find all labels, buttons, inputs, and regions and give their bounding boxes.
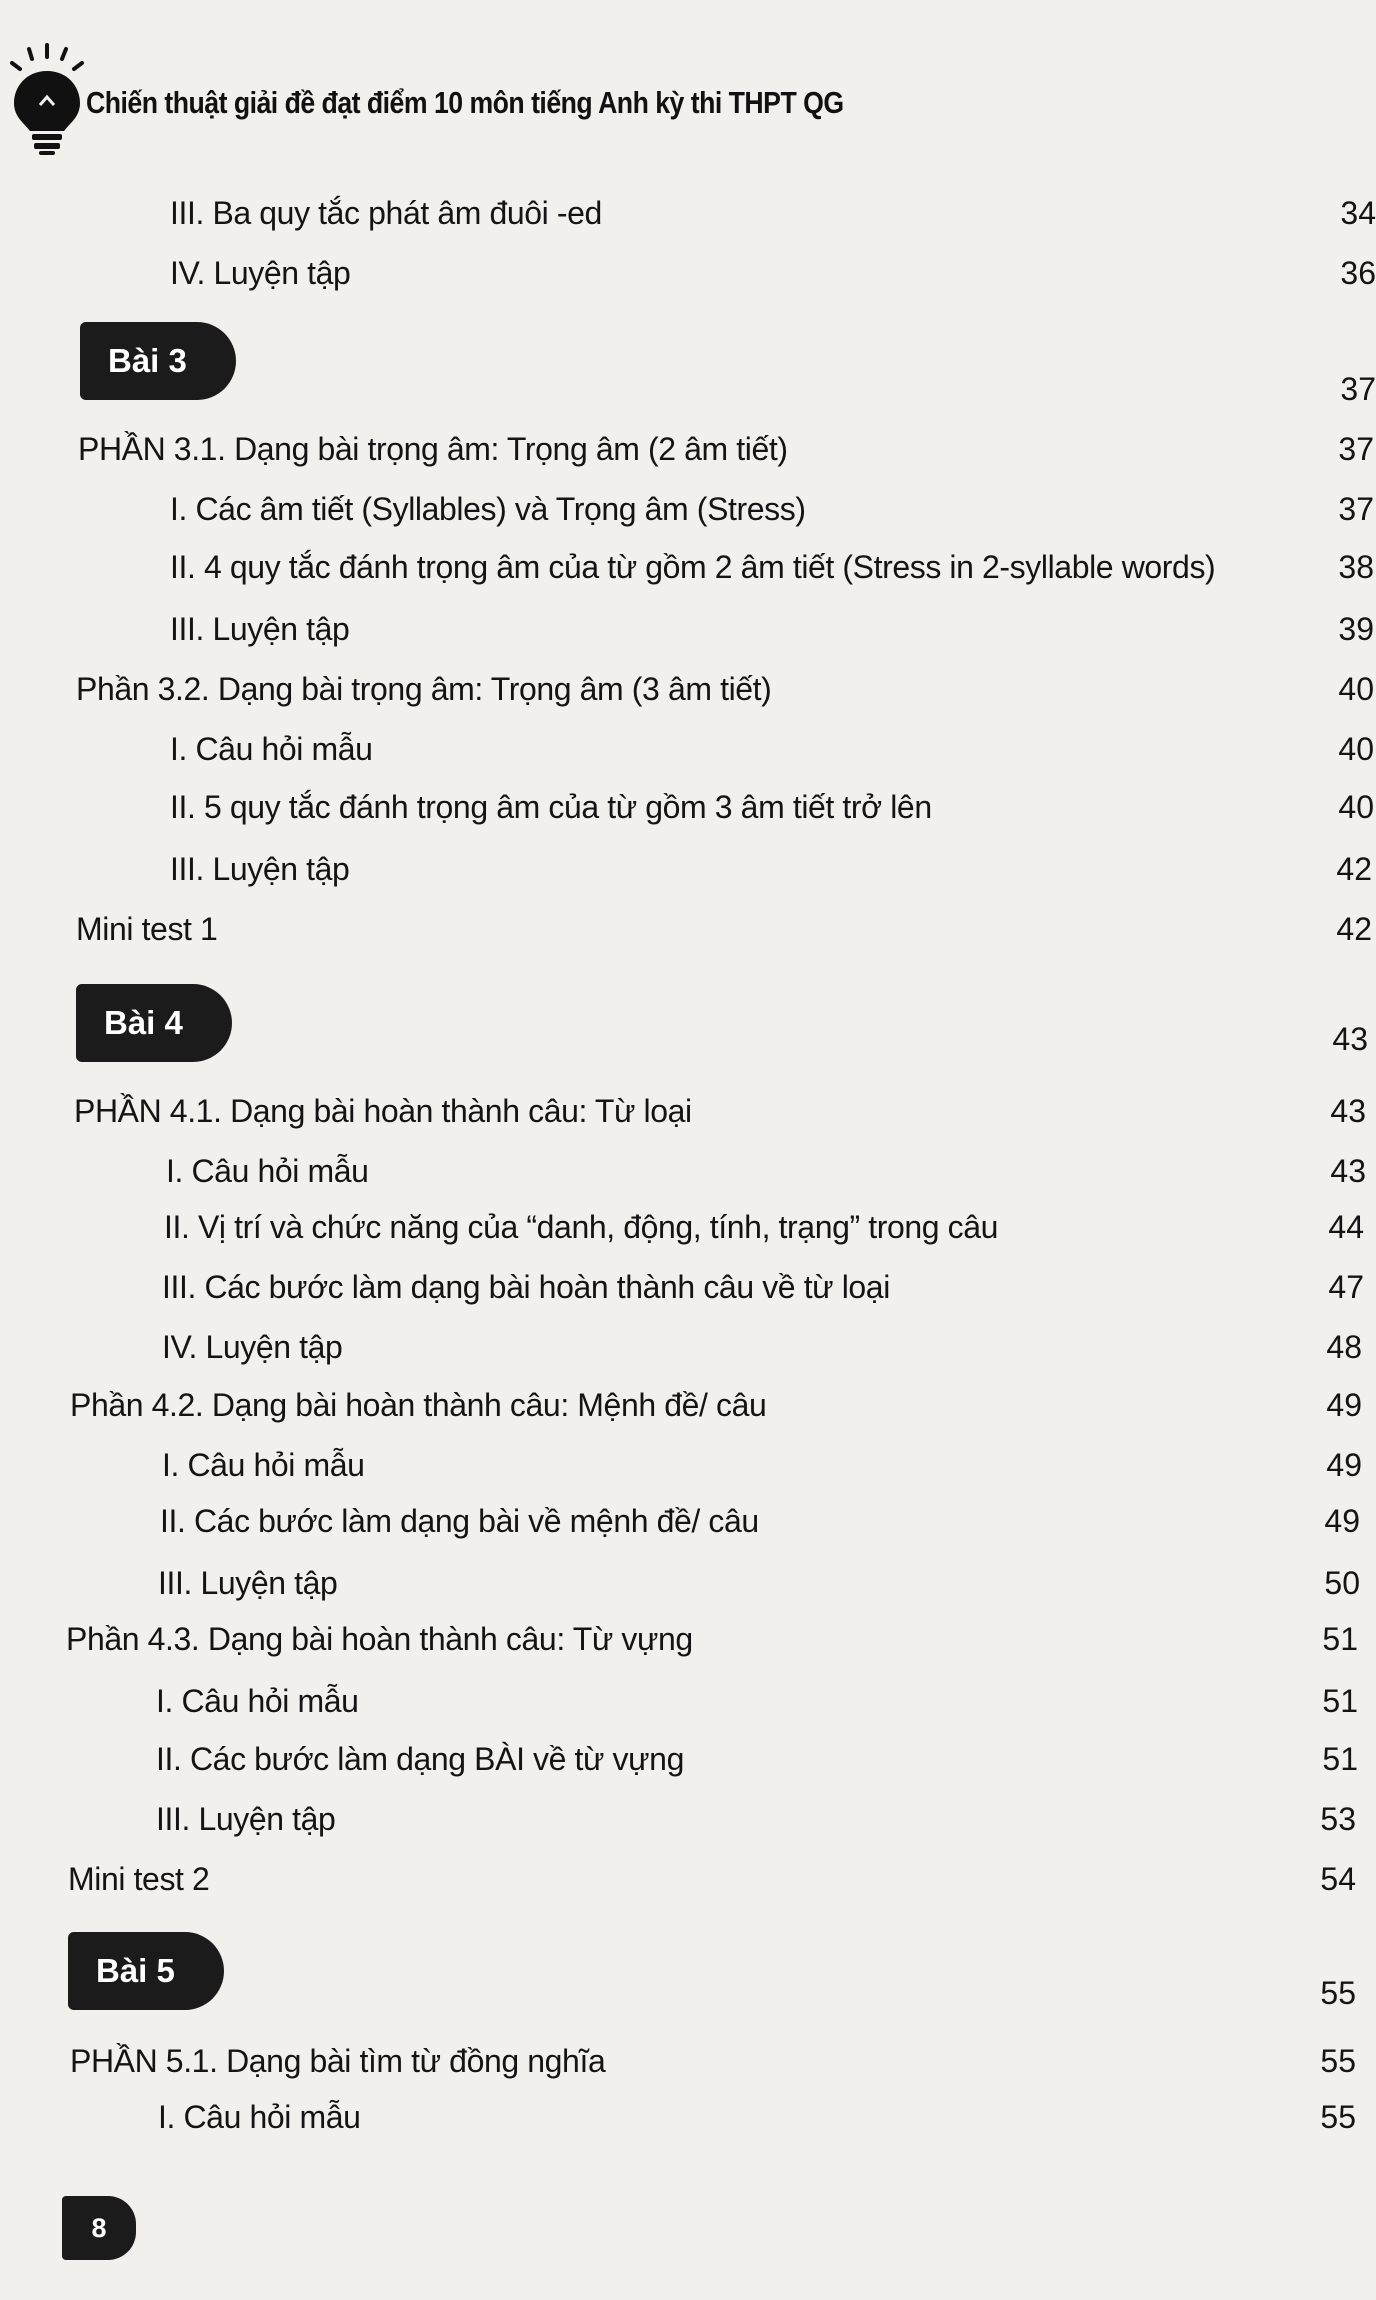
lesson-page-row [0, 1014, 1372, 1064]
toc-entry-label: I. Câu hỏi mẫu [156, 1683, 359, 1719]
lesson-badge: Bài 3 [80, 322, 236, 400]
toc-entry-label: II. Các bước làm dạng bài về mệnh đề/ câu [160, 1503, 759, 1539]
toc-section-entry [0, 1854, 1372, 1904]
lesson-badge: Bài 5 [68, 1932, 224, 2010]
toc-subsection-entry [0, 1440, 1372, 1490]
toc-entry-label: III. Các bước làm dạng bài hoàn thành câu về từ loại [162, 1269, 890, 1305]
toc-entry-label: I. Câu hỏi mẫu [158, 2099, 361, 2135]
toc-subsection-entry [0, 188, 1376, 238]
toc-entry-label: III. Luyện tập [170, 611, 350, 647]
toc-entry-label: Mini test 1 [76, 911, 218, 947]
toc-page-number: 51 [1322, 1683, 1358, 1719]
toc-entry-label: II. 4 quy tắc đánh trọng âm của từ gồm 2 âm tiết (Stress in 2-syllable words) [170, 549, 1216, 585]
page-header [0, 55, 1372, 165]
toc-page-number: 49 [1324, 1503, 1360, 1539]
toc-entry-label: I. Câu hỏi mẫu [162, 1447, 365, 1483]
toc-page-number: 55 [1320, 2043, 1356, 2079]
toc-subsection-entry [0, 1262, 1372, 1312]
toc-entry-label: I. Câu hỏi mẫu [170, 731, 373, 767]
toc-page-number: 42 [1336, 911, 1372, 947]
toc-page-number: 40 [1338, 789, 1374, 825]
toc-entry-label: II. Các bước làm dạng BÀI về từ vựng [156, 1741, 684, 1777]
toc-page-number: 44 [1328, 1209, 1364, 1245]
toc-subsection-entry [0, 542, 1372, 592]
toc-page-number: 48 [1326, 1329, 1362, 1365]
toc-page-number: 42 [1336, 851, 1372, 887]
toc-subsection-entry [0, 2092, 1372, 2142]
toc-subsection-entry [0, 1146, 1372, 1196]
toc-page-number: 37 [1338, 431, 1374, 467]
toc-subsection-entry [0, 1794, 1372, 1844]
toc-page-number: 38 [1338, 549, 1374, 585]
toc-entry-label: PHẦN 4.1. Dạng bài hoàn thành câu: Từ loại [74, 1093, 692, 1129]
toc-page-number: 39 [1338, 611, 1374, 647]
toc-subsection-entry [0, 604, 1372, 654]
toc-entry-label: III. Luyện tập [170, 851, 350, 887]
toc-entry-label: II. Vị trí và chức năng của “danh, động, tính, trạng” trong câu [164, 1209, 999, 1245]
toc-page-number: 55 [1320, 2099, 1356, 2135]
toc-entry-label: Phần 3.2. Dạng bài trọng âm: Trọng âm (3 âm tiết) [76, 671, 772, 707]
toc-page-number: 43 [1332, 1021, 1368, 1057]
toc-subsection-entry [0, 1734, 1372, 1784]
toc-section-entry [0, 2036, 1372, 2086]
toc-subsection-entry [0, 1202, 1372, 1252]
lesson-badge: Bài 4 [76, 984, 232, 1062]
toc-entry-label: I. Các âm tiết (Syllables) và Trọng âm (Stress) [170, 491, 806, 527]
toc-page-number: 36 [1340, 255, 1376, 291]
toc-page-number: 55 [1320, 1975, 1356, 2011]
toc-entry-label: Phần 4.3. Dạng bài hoàn thành câu: Từ vựng [66, 1621, 693, 1657]
toc-entry-label: PHẦN 5.1. Dạng bài tìm từ đồng nghĩa [70, 2043, 606, 2079]
toc-page-number: 53 [1320, 1801, 1356, 1837]
toc-page-number: 34 [1340, 195, 1376, 231]
toc-subsection-entry [0, 1558, 1372, 1608]
toc-page-number: 43 [1330, 1153, 1366, 1189]
toc-section-entry [0, 424, 1372, 474]
toc-section-entry [0, 1086, 1372, 1136]
toc-subsection-entry [0, 1676, 1372, 1726]
toc-entry-label: III. Ba quy tắc phát âm đuôi -ed [170, 195, 602, 231]
toc-entry-label: PHẦN 3.1. Dạng bài trọng âm: Trọng âm (2 âm tiết) [78, 431, 788, 467]
toc-subsection-entry [0, 844, 1372, 894]
toc-page-number: 40 [1338, 731, 1374, 767]
toc-page-number: 51 [1322, 1621, 1358, 1657]
lesson-page-row [0, 1968, 1372, 2018]
toc-entry-label: Phần 4.2. Dạng bài hoàn thành câu: Mệnh đề/ câu [70, 1387, 767, 1423]
toc-page-number: 54 [1320, 1861, 1356, 1897]
toc-page-number: 51 [1322, 1741, 1358, 1777]
toc-entry-label: IV. Luyện tập [170, 255, 351, 291]
toc-subsection-entry [0, 248, 1376, 298]
toc-page-number: 49 [1326, 1447, 1362, 1483]
toc-entry-label: III. Luyện tập [156, 1801, 336, 1837]
toc-section-entry [0, 904, 1372, 954]
toc-entry-label: III. Luyện tập [158, 1565, 338, 1601]
toc-page-number: 37 [1340, 371, 1376, 407]
toc-page-number: 37 [1338, 491, 1374, 527]
toc-entry-label: II. 5 quy tắc đánh trọng âm của từ gồm 3 âm tiết trở lên [170, 789, 932, 825]
toc-section-entry [0, 1380, 1372, 1430]
toc-subsection-entry [0, 484, 1372, 534]
lesson-page-row [0, 364, 1376, 414]
book-title: Chiến thuật giải đề đạt điểm 10 môn tiếng Anh kỳ thi THPT QG [86, 85, 844, 120]
toc-entry-label: I. Câu hỏi mẫu [166, 1153, 369, 1189]
toc-page-number: 40 [1338, 671, 1374, 707]
toc-entry-label: IV. Luyện tập [162, 1329, 343, 1365]
toc-page-number: 50 [1324, 1565, 1360, 1601]
toc-entry-label: Mini test 2 [68, 1861, 210, 1897]
page-number: 8 [62, 2196, 136, 2260]
toc-subsection-entry [0, 724, 1372, 774]
toc-subsection-entry [0, 782, 1372, 832]
toc-section-entry [0, 664, 1372, 714]
toc-page-number: 49 [1326, 1387, 1362, 1423]
toc-section-entry [0, 1614, 1372, 1664]
lightbulb-icon [2, 55, 92, 155]
toc-subsection-entry [0, 1322, 1372, 1372]
toc-page-number: 43 [1330, 1093, 1366, 1129]
toc-subsection-entry [0, 1496, 1372, 1546]
toc-page-number: 47 [1328, 1269, 1364, 1305]
